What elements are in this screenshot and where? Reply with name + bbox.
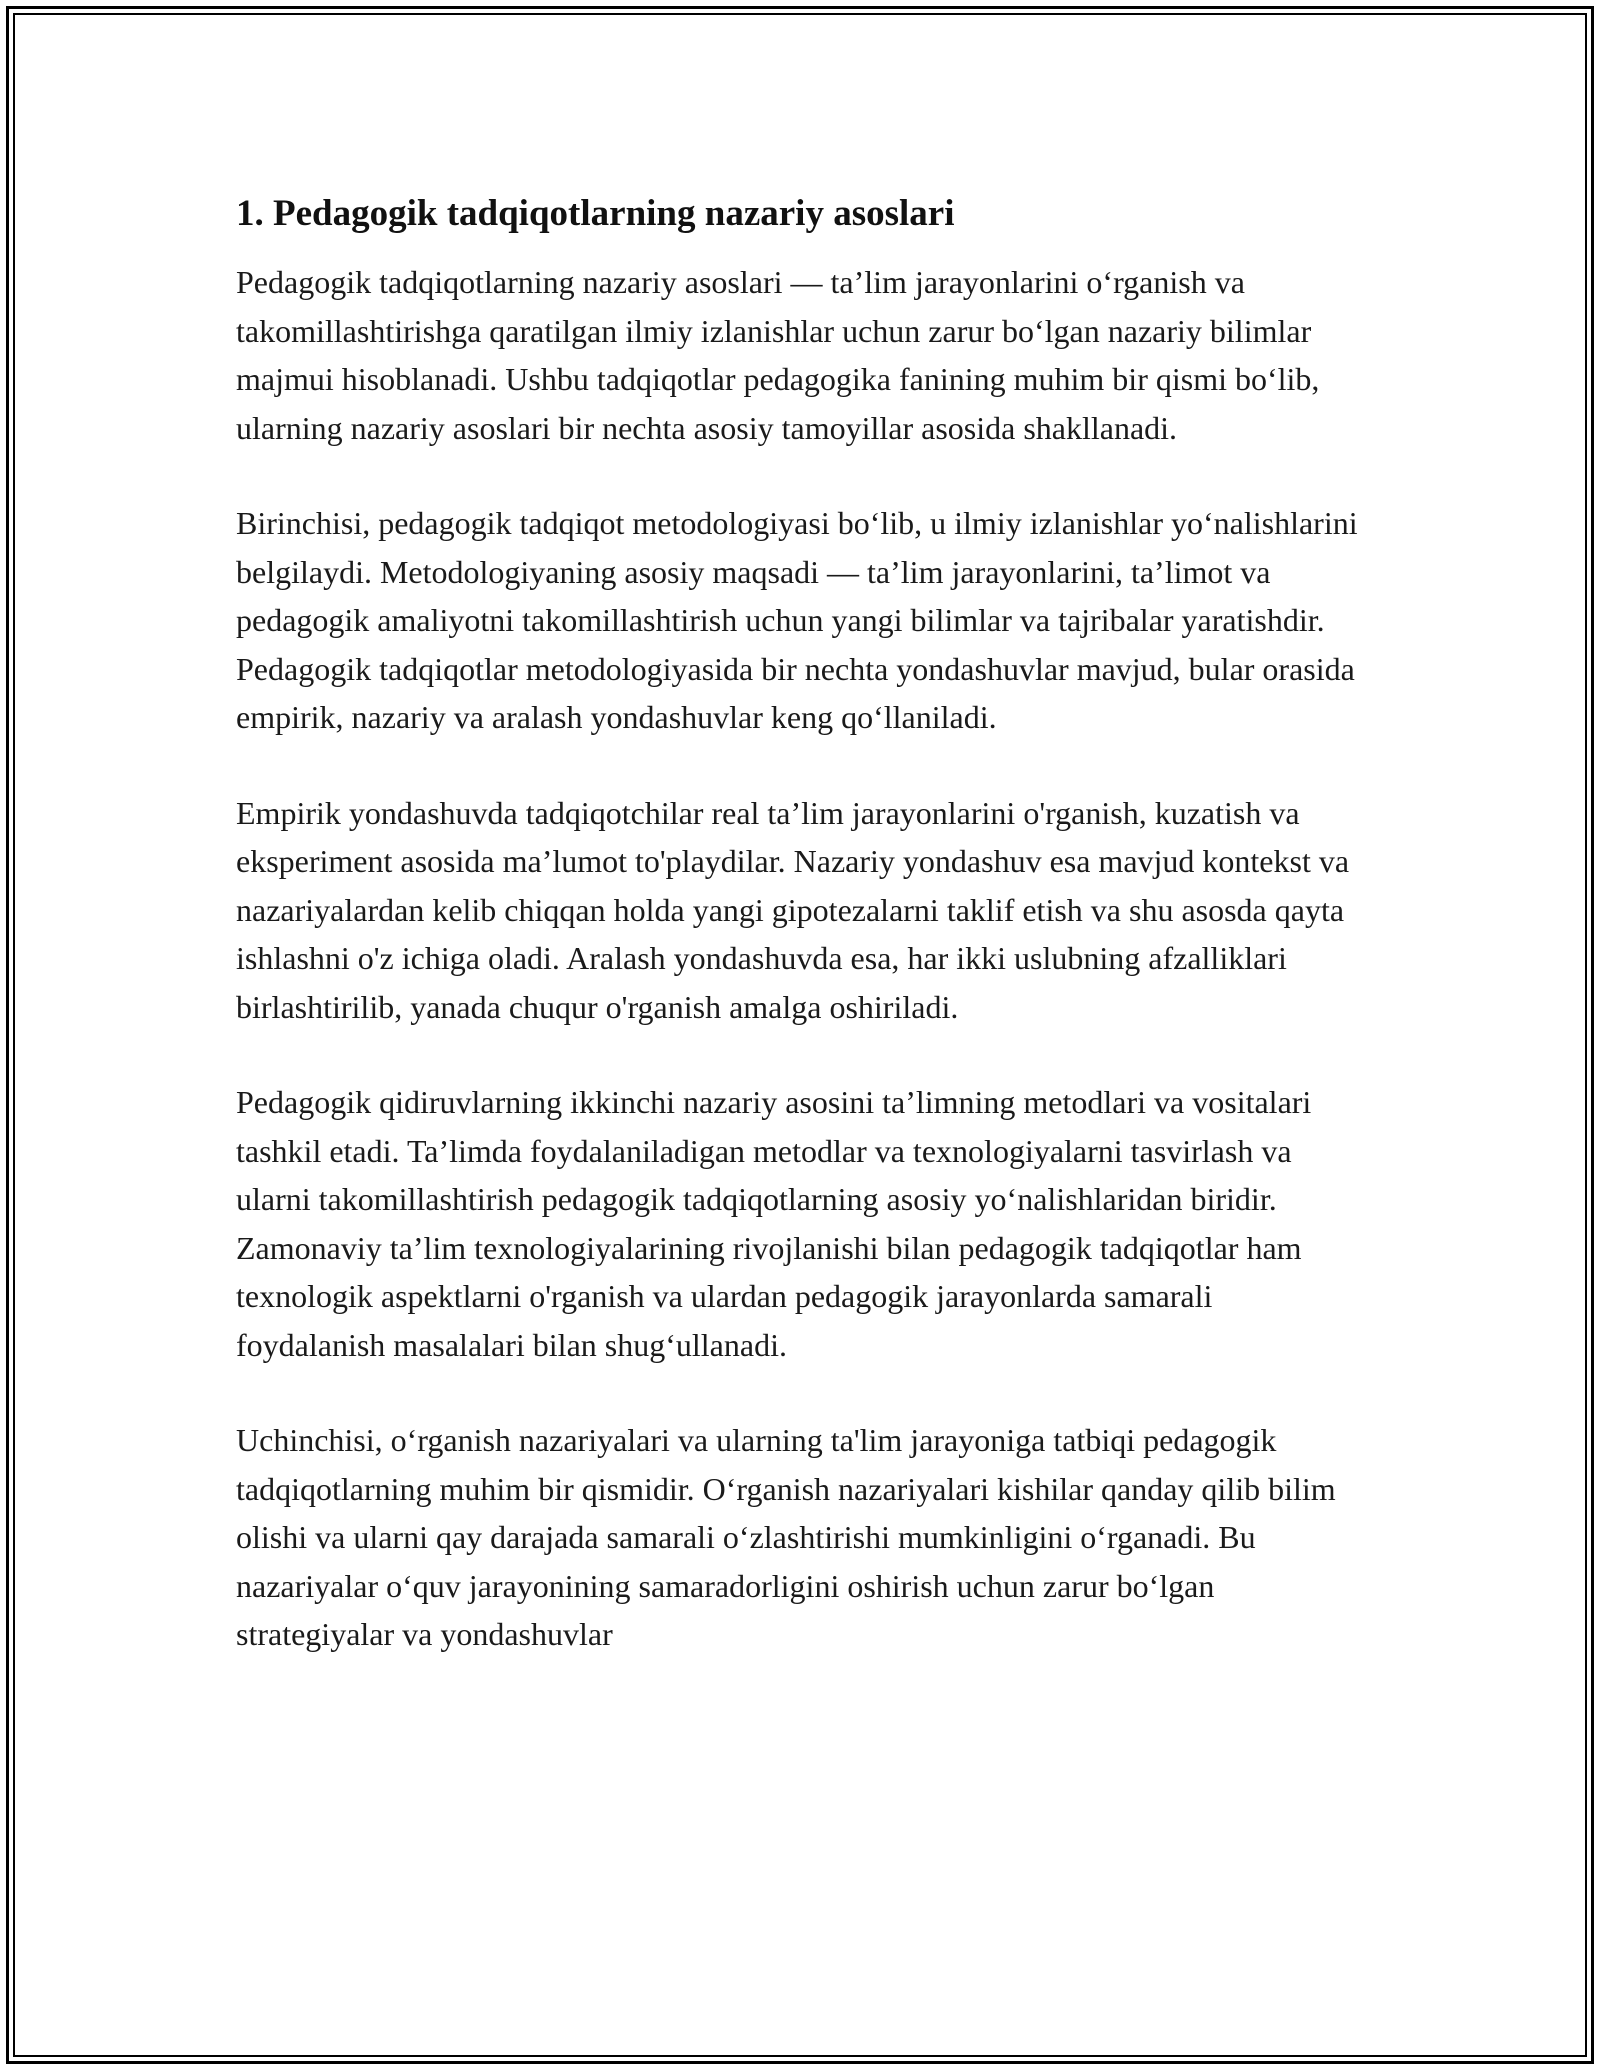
paragraph-5: Uchinchisi, o‘rganish nazariyalari va ularning ta'lim jarayoniga tatbiqi pedagogik tadqiqotlarning muhim bir qismidir. O‘rganish nazariyalari kishilar qanday qilib bilim olishi va ularni qay darajada samarali o‘zlashtirishi mumkinligini o‘rganadi. Bu nazariyalar o‘quv jarayonining samaradorligini oshirish uchun zarur bo‘lgan strategiyalar va yondashuvlar bbox=[236, 1422, 1336, 1652]
paragraph-1: Pedagogik tadqiqotlarning nazariy asoslari — ta’lim jarayonlarini o‘rganish va takomillashtirishga qaratilgan ilmiy izlanishlar uchun zarur bo‘lgan nazariy bilimlar majmui hisoblanadi. Ushbu tadqiqotlar pedagogika fanining muhim bir qismi bo‘lib, ularning nazariy asoslari bir nechta asosiy tamoyillar asosida shakllanadi. bbox=[236, 264, 1320, 446]
paragraph-4: Pedagogik qidiruvlarning ikkinchi nazariy asosini ta’limning metodlari va vositalari tashkil etadi. Ta’limda foydalaniladigan metodlar va texnologiyalarni tasvirlash va ularni takomillashtirish pedagogik tadqiqotlarning asosiy yo‘nalishlaridan biridir. Zamonaviy ta’lim texnologiyalarining rivojlanishi bilan pedagogik tadqiqotlar ham texnologik aspektlarni o'rganish va ulardan pedagogik jarayonlarda samarali foydalanish masalalari bilan shug‘ullanadi. bbox=[236, 1084, 1312, 1363]
document-body bbox=[236, 186, 1366, 1659]
paragraph-2: Birinchisi, pedagogik tadqiqot metodologiyasi bo‘lib, u ilmiy izlanishlar yo‘nalishlarini belgilaydi. Metodologiyaning asosiy maqsadi — ta’lim jarayonlarini, ta’limot va pedagogik amaliyotni takomillashtirish uchun yangi bilimlar va tajribalar yaratishdir. Pedagogik tadqiqotlar metodologiyasida bir nechta yondashuvlar mavjud, bular orasida empirik, nazariy va aralash yondashuvlar keng qo‘llaniladi. bbox=[236, 505, 1358, 735]
section-heading: 1. Pedagogik tadqiqotlarning nazariy asoslari bbox=[236, 193, 955, 234]
paragraph-3: Empirik yondashuvda tadqiqotchilar real ta’lim jarayonlarini o'rganish, kuzatish va eksperiment asosida ma’lumot to'playdilar. Nazariy yondashuv esa mavjud kontekst va nazariyalardan kelib chiqqan holda yangi gipotezalarni taklif etish va shu asosda qayta ishlashni o'z ichiga oladi. Aralash yondashuvda esa, har ikki uslubning afzalliklari birlashtirilib, yanada chuqur o'rganish amalga oshiriladi. bbox=[236, 794, 1350, 1025]
